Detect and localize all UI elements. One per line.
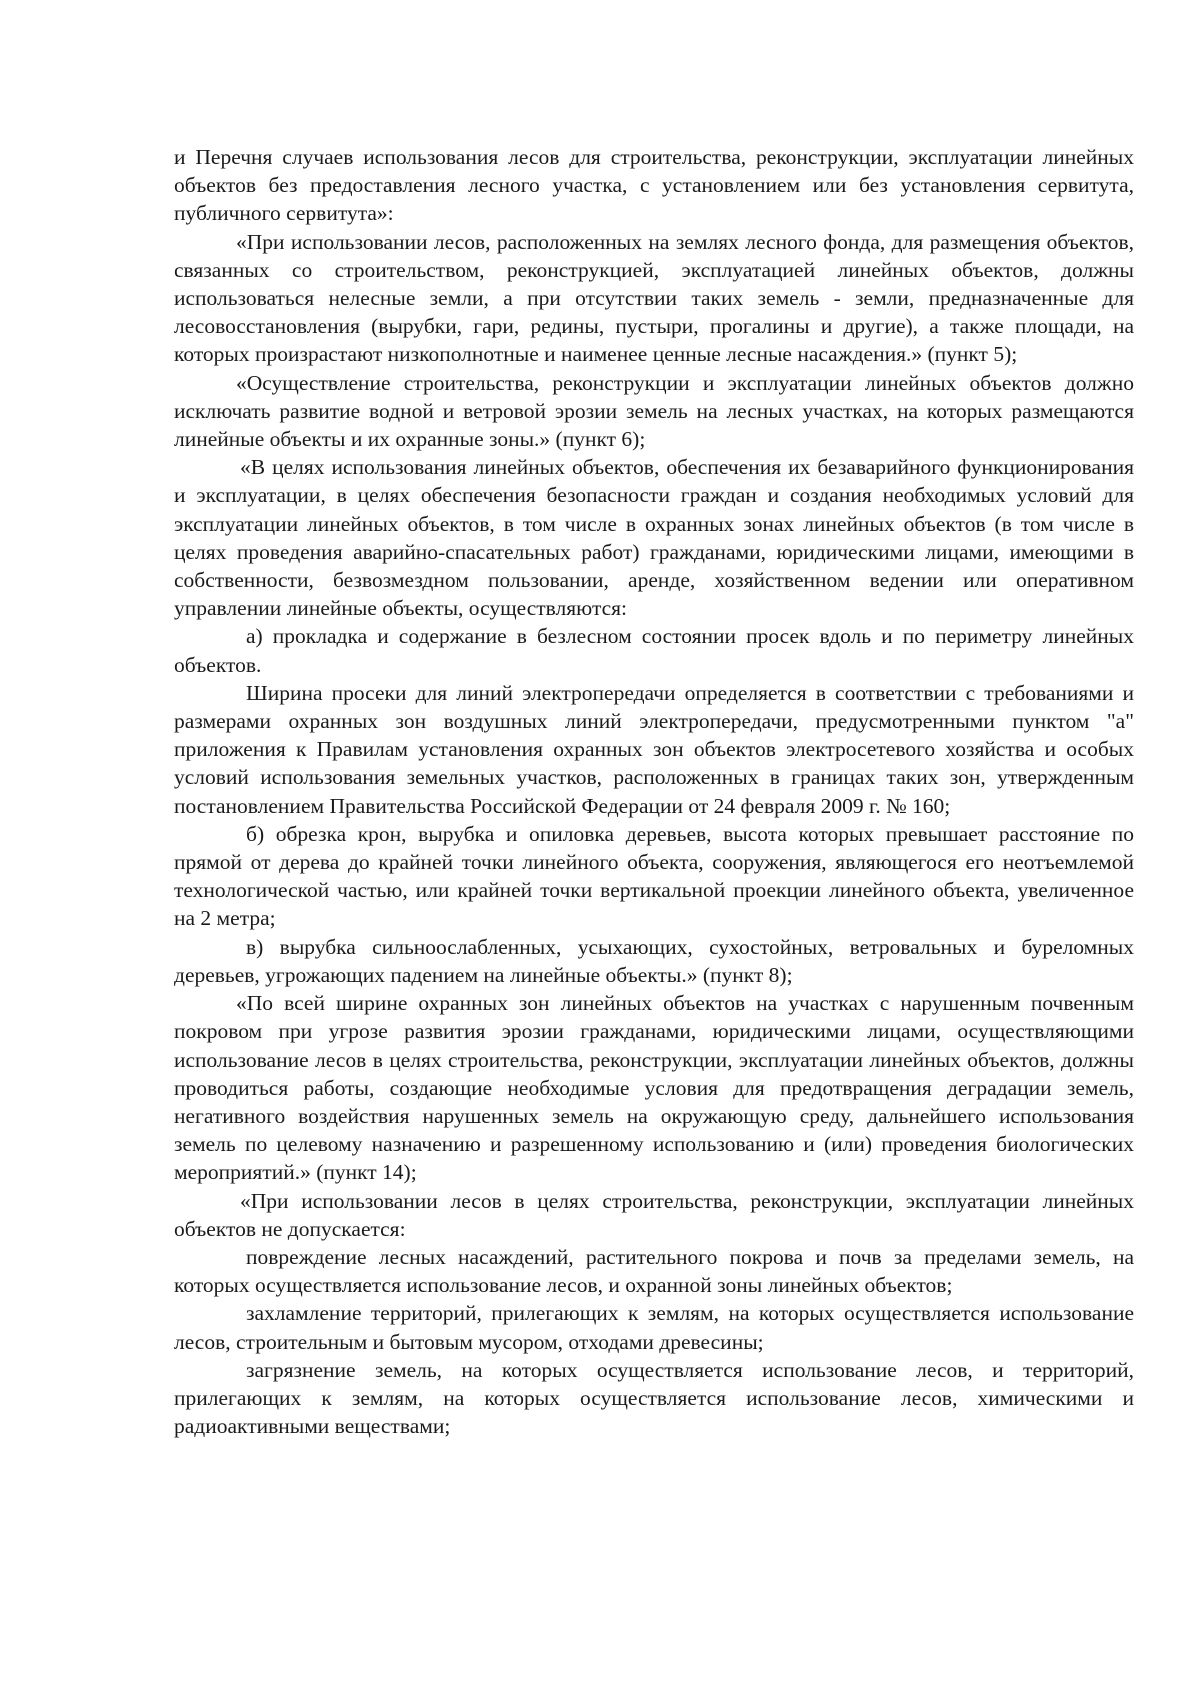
paragraph-clause-8-intro: «В целях использования линейных объектов, обеспечения их безаварийного функционирования и эксплуатации, в целях обеспечения безопасности граждан и создания необходимых условий для эксплуатации линейных объектов, в том числе в охранных зонах линейных объектов (в том числе в целях проведения аварийно-спасательных работ) гражданами, юридическими лицами, имеющими в собственности, безвозмездном пользовании, аренде, хозяйственном ведении или оперативном управлении линейные объекты, осуществляются:: [174, 455, 1134, 621]
paragraph-list-intro: и Перечня случаев использования лесов для строительства, реконструкции, эксплуатации линейных объектов без предоставления лесного участка, с установлением или без установления сервитута, публичного сервитута»:: [174, 145, 1134, 226]
paragraph-prohibition-littering: захламление территорий, прилегающих к землям, на которых осуществляется использование лесов, строительным и бытовым мусором, отходами древесины;: [174, 1301, 1134, 1354]
paragraph-prohibition-damage: повреждение лесных насаждений, растительного покрова и почв за пределами земель, на которых осуществляется использование лесов, и охранной зоны линейных объектов;: [174, 1244, 1134, 1298]
paragraph-item-b: б) обрезка крон, вырубка и опиловка деревьев, высота которых превышает расстояние по прямой от дерева до крайней точки линейного объекта, сооружения, являющегося его неотъемлемой технологической частью, или крайней точки вертикальной проекции линейного объекта, увеличенное на 2 метра;: [174, 821, 1134, 931]
paragraph-item-a: а) прокладка и содержание в безлесном состоянии просек вдоль и по периметру линейных объектов.: [174, 624, 1134, 677]
paragraph-clause-5: «При использовании лесов, расположенных на землях лесного фонда, для размещения объектов, связанных со строительством, реконструкцией, эксплуатацией линейных объектов, должны использоваться нелесные земли, а при отсутствии таких земель - земли, предназначенные для лесовосстановления (вырубки, гари, редины, пустыри, прогалины и другие), а также площади, на которых произрастают низкополнотные и наименее ценные лесные насаждения.» (пункт 5);: [174, 229, 1134, 367]
paragraph-clause-6: «Осуществление строительства, реконструкции и эксплуатации линейных объектов должно исключать развитие водной и ветровой эрозии земель на лесных участках, на которых размещаются линейные объекты и их охранные зоны.» (пункт 6);: [174, 370, 1134, 452]
paragraph-prohibition-pollution: загрязнение земель, на которых осуществляется использование лесов, и территорий, прилегающих к землям, на которых осуществляется использование лесов, химическими и радиоактивными веществами;: [174, 1357, 1134, 1439]
paragraph-clearing-width: Ширина просеки для линий электропередачи определяется в соответствии с требованиями и размерами охранных зон воздушных линий электропередачи, предусмотренными пунктом "а" приложения к Правилам установления охранных зон объектов электросетевого хозяйства и особых условий использования земельных участков, расположенных в границах таких зон, утвержденным постановлением Правительства Российской Федерации от 24 февраля 2009 г. № 160;: [174, 680, 1134, 818]
paragraph-clause-14: «По всей ширине охранных зон линейных объектов на участках с нарушенным почвенным покровом при угрозе развития эрозии гражданами, юридическими лицами, осуществляющими использование лесов в целях строительства, реконструкции, эксплуатации линейных объектов, должны проводиться работы, создающие необходимые условия для предотвращения деградации земель, негативного воздействия нарушенных земель на окружающую среду, дальнейшего использования земель по целевому назначению и разрешенному использованию и (или) проведения биологических мероприятий.» (пункт 14);: [174, 991, 1134, 1185]
paragraph-item-v: в) вырубка сильноослабленных, усыхающих, сухостойных, ветровальных и буреломных деревьев, угрожающих падением на линейные объекты.» (пункт 8);: [174, 934, 1134, 987]
paragraph-prohibitions-intro: «При использовании лесов в целях строительства, реконструкции, эксплуатации линейных объектов не допускается:: [174, 1188, 1134, 1241]
document-body: [174, 143, 1134, 1440]
